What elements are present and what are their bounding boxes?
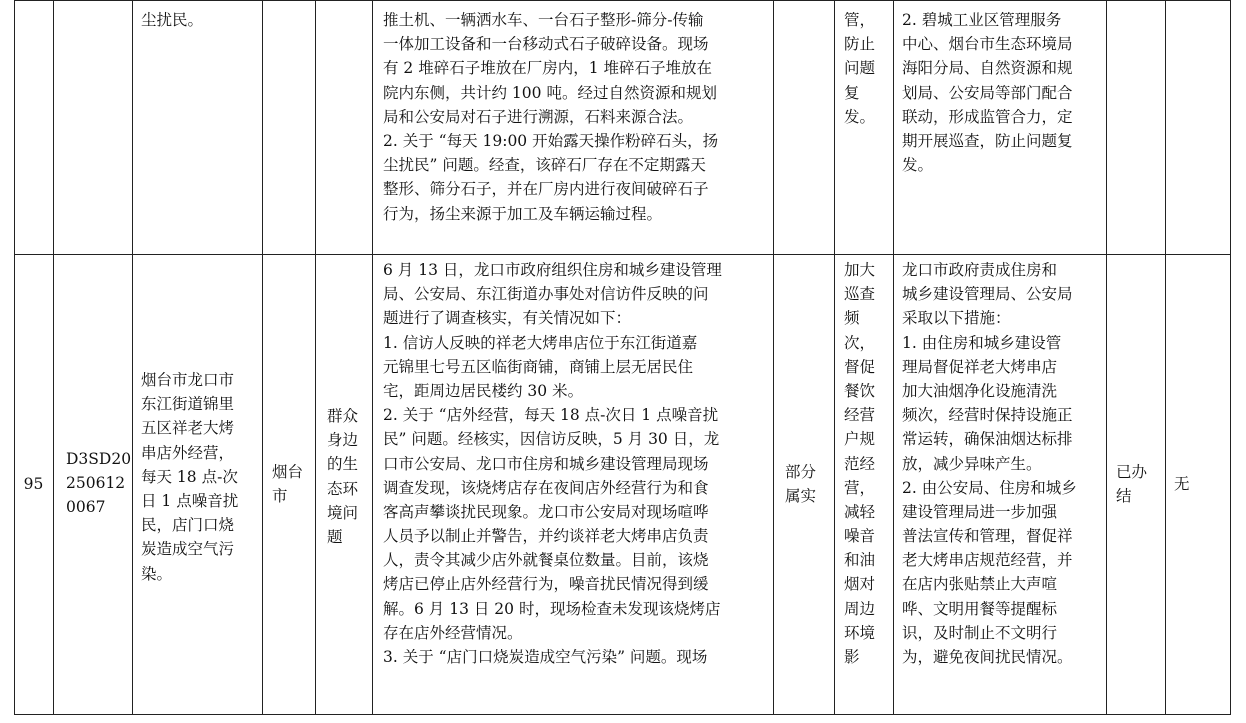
text-line: 老大烤串店规范经营，并 xyxy=(902,551,1073,570)
text-line: 2. 关于 “每天 19:00 开始露天操作粉碎石头，扬 xyxy=(383,131,719,150)
text-line: 发。 xyxy=(902,156,934,175)
text-line: 户规 xyxy=(844,430,876,449)
text-line: 客高声攀谈扰民现象。龙口市公安局对现场喧哗 xyxy=(383,502,709,521)
text-line: 1. 信访人反映的祥老大烤串店位于东江街道嘉 xyxy=(383,333,698,352)
goal-cell xyxy=(844,258,875,669)
text-line: 属实 xyxy=(785,487,817,506)
verdict-cell xyxy=(785,460,816,508)
text-line: 尘扰民。 xyxy=(141,11,204,29)
text-line: 的生 xyxy=(327,455,359,474)
text-line: 行为，扬尘来源于加工及车辆运输过程。 xyxy=(383,204,663,223)
col-border xyxy=(1230,0,1231,715)
text-line: 人员予以制止并警告，并约谈祥老大烤串店负责 xyxy=(383,527,709,546)
text-line: 题进行了调查核实，有关情况如下： xyxy=(383,309,632,328)
text-line: 联动，形成监管合力，定 xyxy=(902,107,1073,126)
text-line: 和油 xyxy=(844,551,876,570)
text-line: 周边 xyxy=(844,599,876,618)
text-line: 烟台市龙口市 xyxy=(141,371,235,389)
text-line: 串店外经营， xyxy=(141,443,235,462)
table-bottom-border xyxy=(14,714,1231,715)
text-line: 部分 xyxy=(785,463,817,481)
text-line: 建设管理局进一步加强 xyxy=(902,502,1058,521)
text-line: 市 xyxy=(272,487,288,506)
text-line: 一体加工设备和一台移动式石子破碎设备。现场 xyxy=(383,35,709,54)
text-line: 理局督促祥老大烤串店 xyxy=(902,357,1058,376)
text-line: 人，责令其减少店外就餐桌位数量。目前，该烧 xyxy=(383,551,709,570)
status-cell xyxy=(1116,460,1147,508)
text-line: 次， xyxy=(844,333,876,352)
text-line: 识，及时制止不文明行 xyxy=(902,623,1058,642)
text-line: 海阳分局、自然资源和规 xyxy=(902,59,1073,78)
text-line: 推土机、一辆洒水车、一台石子整形-筛分-传输 xyxy=(383,11,704,29)
complaint-cell xyxy=(141,368,238,586)
city-cell xyxy=(272,460,303,508)
text-line: 加大 xyxy=(844,261,876,279)
col-border xyxy=(132,0,133,715)
col-border xyxy=(262,0,263,715)
text-line: 减轻 xyxy=(844,502,876,521)
text-line: 局和公安局对石子进行溯源，石料来源合法。 xyxy=(383,107,694,126)
text-line: 日 1 点噪音扰 xyxy=(141,491,239,510)
row-divider xyxy=(14,254,1231,255)
table-top-border xyxy=(14,0,1231,1)
row-seq-cell xyxy=(14,472,53,496)
text-line: 加大油烟净化设施清洗 xyxy=(902,381,1058,400)
prev-measure-cell xyxy=(902,8,1073,177)
col-border xyxy=(1106,0,1107,715)
text-line: 烟对 xyxy=(844,575,876,594)
category-cell xyxy=(327,404,358,549)
text-line: 环境 xyxy=(844,623,876,642)
text-line: 复 xyxy=(844,83,860,102)
text-line: 营， xyxy=(844,478,876,497)
col-border xyxy=(315,0,316,715)
text-line: 元锦里七号五区临街商铺，商铺上层无居民住 xyxy=(383,357,694,376)
text-line: 采取以下措施： xyxy=(902,309,1011,328)
prev-complaint-cell xyxy=(141,8,203,32)
accountability-value: 无 xyxy=(1174,475,1190,493)
text-line: D3SD20 xyxy=(66,450,132,468)
text-line: 影 xyxy=(844,648,860,666)
text-line: 常运转，确保油烟达标排 xyxy=(902,430,1073,449)
text-line: 口市公安局、龙口市住房和城乡建设管理局现场 xyxy=(383,454,709,473)
text-line: 中心、烟台市生态环境局 xyxy=(902,35,1073,54)
text-line: 为，避免夜间扰民情况。 xyxy=(902,648,1073,666)
col-border xyxy=(53,0,54,715)
text-line: 频 xyxy=(844,309,860,328)
text-line: 巡查 xyxy=(844,285,876,304)
text-line: 250612 xyxy=(66,474,126,493)
row-seq: 95 xyxy=(23,475,44,493)
text-line: 2. 关于 “店外经营，每天 18 点-次日 1 点噪音扰 xyxy=(383,406,719,425)
text-line: 群众 xyxy=(327,407,359,425)
text-line: 局、公安局、东江街道办事处对信访件反映的问 xyxy=(383,285,709,304)
col-border xyxy=(372,0,373,715)
text-line: 哗、文明用餐等提醒标 xyxy=(902,599,1058,618)
text-line: 态环 xyxy=(327,479,359,498)
accountability-cell xyxy=(1174,472,1190,496)
text-line: 划局、公安局等部门配合 xyxy=(902,83,1073,102)
text-line: 民” 问题。经核实，因信访反映，5 月 30 日，龙 xyxy=(383,430,720,449)
col-border xyxy=(834,0,835,715)
text-line: 龙口市政府责成住房和 xyxy=(902,261,1058,279)
text-line: 期开展巡查，防止问题复 xyxy=(902,131,1073,150)
text-line: 2. 碧城工业区管理服务 xyxy=(902,11,1062,29)
text-line: 整形、筛分石子，并在厂房内进行夜间破碎石子 xyxy=(383,180,709,199)
text-line: 境问 xyxy=(327,503,359,522)
text-line: 经营 xyxy=(844,406,876,425)
text-line: 放，减少异味产生。 xyxy=(902,454,1042,473)
text-line: 宅，距周边居民楼约 30 米。 xyxy=(383,381,584,400)
text-line: 范经 xyxy=(844,454,876,473)
text-line: 1. 由住房和城乡建设管 xyxy=(902,333,1062,352)
col-border xyxy=(893,0,894,715)
col-border xyxy=(1165,0,1166,715)
text-line: 结 xyxy=(1116,487,1132,506)
text-line: 东江街道锦里 xyxy=(141,395,235,414)
prev-investigation-cell xyxy=(383,8,718,226)
text-line: 城乡建设管理局、公安局 xyxy=(902,285,1073,304)
text-line: 五区祥老大烤 xyxy=(141,419,235,438)
text-line: 调查发现，该烧烤店存在夜间店外经营行为和食 xyxy=(383,478,709,497)
text-line: 督促 xyxy=(844,357,876,376)
text-line: 尘扰民” 问题。经查，该碎石厂存在不定期露天 xyxy=(383,156,706,175)
text-line: 管， xyxy=(844,11,876,29)
text-line: 存在店外经营情况。 xyxy=(383,623,523,642)
text-line: 院内东侧，共计约 100 吨。经过自然资源和规划 xyxy=(383,83,717,102)
text-line: 3. 关于 “店门口烧炭造成空气污染” 问题。现场 xyxy=(383,648,708,666)
col-border xyxy=(14,0,15,715)
measure-cell xyxy=(902,258,1077,669)
text-line: 每天 18 点-次 xyxy=(141,467,238,486)
text-line: 题 xyxy=(327,527,343,546)
text-line: 在店内张贴禁止大声喧 xyxy=(902,575,1058,594)
text-line: 频次，经营时保持设施正 xyxy=(902,406,1073,425)
col-border xyxy=(773,0,774,715)
text-line: 有 2 堆碎石子堆放在厂房内，1 堆碎石子堆放在 xyxy=(383,59,713,78)
investigation-cell xyxy=(383,258,722,669)
text-line: 噪音 xyxy=(844,527,876,546)
text-line: 0067 xyxy=(66,498,106,517)
text-line: 民，店门口烧 xyxy=(141,516,235,535)
text-line: 烟台 xyxy=(272,463,304,481)
text-line: 解。6 月 13 日 20 时，现场检查未发现该烧烤店 xyxy=(383,599,721,618)
text-line: 2. 由公安局、住房和城乡 xyxy=(902,478,1077,497)
prev-goal-cell xyxy=(844,8,875,129)
text-line: 问题 xyxy=(844,59,876,78)
text-line: 普法宣传和管理，督促祥 xyxy=(902,527,1073,546)
text-line: 6 月 13 日，龙口市政府组织住房和城乡建设管理 xyxy=(383,261,722,279)
text-line: 防止 xyxy=(844,35,876,54)
text-line: 餐饮 xyxy=(844,381,876,400)
text-line: 已办 xyxy=(1116,463,1148,481)
text-line: 炭造成空气污 xyxy=(141,540,235,559)
text-line: 烤店已停止店外经营行为，噪音扰民情况得到缓 xyxy=(383,575,709,594)
text-line: 发。 xyxy=(844,107,876,126)
text-line: 染。 xyxy=(141,564,173,583)
text-line: 身边 xyxy=(327,431,359,450)
case-code-cell xyxy=(66,447,131,520)
